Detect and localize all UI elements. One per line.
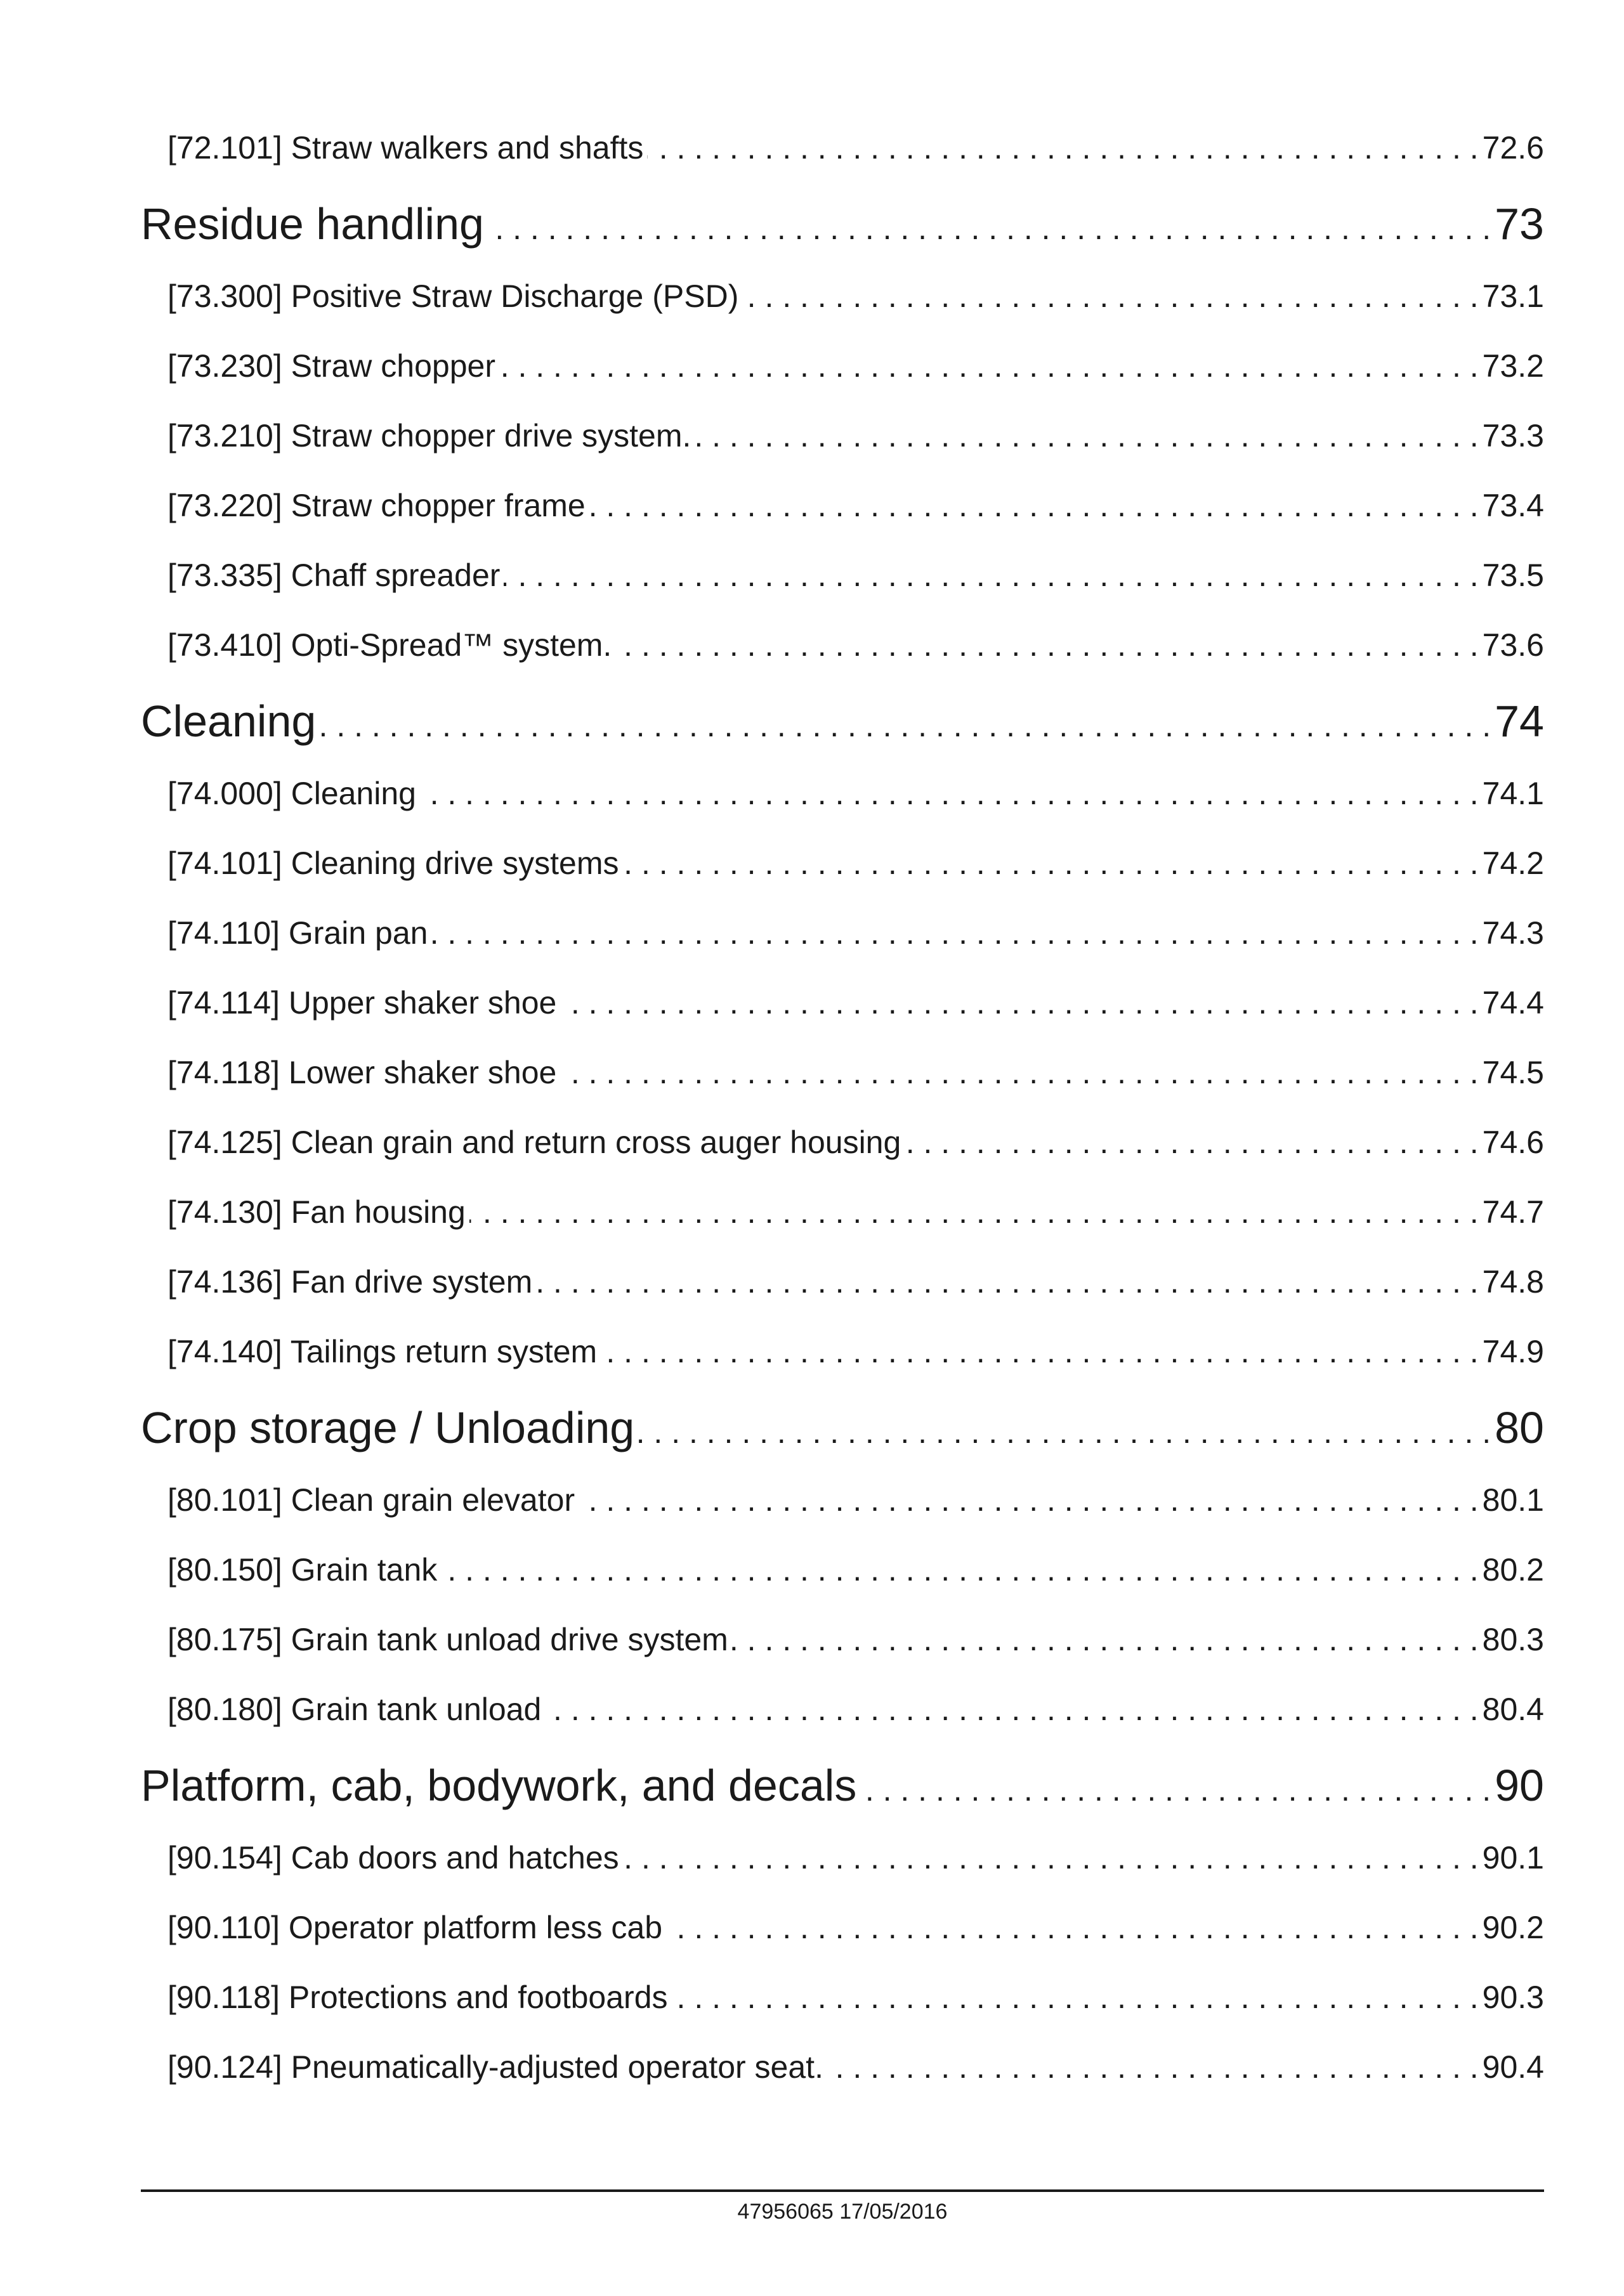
- toc-entry[interactable]: [141, 280, 1544, 350]
- dot-leader: [742, 280, 1478, 312]
- dot-leader: [589, 490, 1479, 521]
- dot-leader: [732, 1624, 1479, 1655]
- entry-title: [80.150] Grain tank: [167, 1554, 438, 1588]
- entry-page-number: 72.6: [1482, 132, 1544, 166]
- toc-entry[interactable]: [141, 2051, 1544, 2121]
- entry-page-number: 73.6: [1482, 629, 1544, 663]
- dot-leader: [469, 1196, 1479, 1228]
- footer-divider: [141, 2189, 1544, 2192]
- entry-page-number: 74.4: [1482, 987, 1544, 1021]
- toc-section-heading[interactable]: [141, 1406, 1544, 1484]
- entry-page-number: 74.5: [1482, 1057, 1544, 1090]
- toc-entry[interactable]: [141, 1842, 1544, 1912]
- toc-entry[interactable]: [141, 1554, 1544, 1624]
- dot-leader: [488, 202, 1491, 251]
- entry-title: [73.230] Straw chopper: [167, 350, 495, 384]
- entry-page-number: 73.1: [1482, 280, 1544, 314]
- dot-leader: [601, 1336, 1478, 1367]
- dot-leader: [504, 559, 1478, 591]
- entry-page-number: 74.1: [1482, 778, 1544, 811]
- section-title: Residue handling: [141, 202, 484, 249]
- dot-leader: [905, 1126, 1478, 1158]
- toc-entry[interactable]: [141, 917, 1544, 987]
- dot-leader: [441, 1554, 1478, 1586]
- toc-entry[interactable]: [141, 847, 1544, 917]
- toc-entry[interactable]: [141, 778, 1544, 847]
- dot-leader: [672, 1981, 1479, 2013]
- entry-title: [74.110] Grain pan: [167, 917, 428, 951]
- dot-leader: [622, 847, 1478, 879]
- entry-page-number: 80.2: [1482, 1554, 1544, 1588]
- toc-entry[interactable]: [141, 420, 1544, 490]
- entry-title: [74.118] Lower shaker shoe: [167, 1057, 557, 1090]
- entry-page-number: 74.3: [1482, 917, 1544, 951]
- entry-page-number: 74.2: [1482, 847, 1544, 881]
- entry-title: [80.180] Grain tank unload: [167, 1693, 542, 1727]
- toc-entry[interactable]: [141, 1912, 1544, 1981]
- entry-title: [80.175] Grain tank unload drive system: [167, 1624, 728, 1657]
- dot-leader: [536, 1266, 1478, 1298]
- entry-title: [73.300] Positive Straw Discharge (PSD): [167, 280, 739, 314]
- section-page-number: 90: [1495, 1763, 1544, 1810]
- entry-page-number: 90.2: [1482, 1912, 1544, 1945]
- dot-leader: [545, 1693, 1478, 1725]
- entry-page-number: 90.4: [1482, 2051, 1544, 2085]
- dot-leader: [560, 1057, 1478, 1088]
- entry-title: [74.136] Fan drive system: [167, 1266, 533, 1300]
- entry-title: [74.101] Cleaning drive systems: [167, 847, 619, 881]
- entry-title: [90.110] Operator platform less cab: [167, 1912, 663, 1945]
- dot-leader: [647, 132, 1478, 164]
- toc-entry[interactable]: [141, 1126, 1544, 1196]
- entry-page-number: 80.4: [1482, 1693, 1544, 1727]
- toc-entry[interactable]: [141, 1981, 1544, 2051]
- entry-title: [74.140] Tailings return system: [167, 1336, 598, 1369]
- entry-title: [73.335] Chaff spreader: [167, 559, 501, 593]
- entry-title: [72.101] Straw walkers and shafts: [167, 132, 644, 166]
- entry-page-number: 80.3: [1482, 1624, 1544, 1657]
- toc-entry[interactable]: [141, 1196, 1544, 1266]
- entry-title: [90.118] Protections and footboards: [167, 1981, 668, 2015]
- dot-leader: [615, 629, 1478, 661]
- toc-section-heading[interactable]: [141, 202, 1544, 280]
- section-title: Crop storage / Unloading: [141, 1406, 635, 1452]
- entry-title: [74.130] Fan housing: [167, 1196, 466, 1230]
- entry-title: [73.220] Straw chopper frame: [167, 490, 586, 523]
- toc-entry[interactable]: [141, 1057, 1544, 1126]
- toc-entry[interactable]: [141, 987, 1544, 1057]
- entry-title: [74.000] Cleaning: [167, 778, 416, 811]
- toc-entry[interactable]: [141, 1693, 1544, 1763]
- entry-page-number: 73.3: [1482, 420, 1544, 453]
- toc-entry[interactable]: [141, 1624, 1544, 1693]
- entry-page-number: 74.8: [1482, 1266, 1544, 1300]
- dot-leader: [666, 1912, 1479, 1943]
- dot-leader: [579, 1484, 1479, 1516]
- toc-entry[interactable]: [141, 132, 1544, 202]
- dot-leader: [320, 699, 1491, 748]
- section-page-number: 74: [1495, 699, 1544, 746]
- dot-leader: [431, 917, 1478, 949]
- dot-leader: [560, 987, 1478, 1019]
- entry-page-number: 74.6: [1482, 1126, 1544, 1160]
- entry-page-number: 80.1: [1482, 1484, 1544, 1518]
- entry-page-number: 73.2: [1482, 350, 1544, 384]
- toc-entry[interactable]: [141, 350, 1544, 420]
- footer-document-id: 47956065 17/05/2016: [737, 2200, 948, 2224]
- dot-leader: [638, 1406, 1491, 1454]
- section-page-number: 73: [1495, 202, 1544, 249]
- table-of-contents: [141, 132, 1544, 2121]
- dot-leader: [827, 2051, 1479, 2083]
- toc-entry[interactable]: [141, 1484, 1544, 1554]
- entry-title: [73.410] Opti-Spread™ system.: [167, 629, 612, 663]
- entry-page-number: 74.9: [1482, 1336, 1544, 1369]
- toc-entry[interactable]: [141, 1266, 1544, 1336]
- entry-page-number: 90.3: [1482, 1981, 1544, 2015]
- dot-leader: [695, 420, 1478, 452]
- section-title: Platform, cab, bodywork, and decals: [141, 1763, 857, 1810]
- entry-title: [74.114] Upper shaker shoe: [167, 987, 557, 1021]
- entry-title: [73.210] Straw chopper drive system.: [167, 420, 691, 453]
- entry-title: [90.154] Cab doors and hatches: [167, 1842, 619, 1875]
- toc-entry[interactable]: [141, 559, 1544, 629]
- entry-title: [80.101] Clean grain elevator: [167, 1484, 575, 1518]
- dot-leader: [499, 350, 1479, 382]
- entry-page-number: 73.5: [1482, 559, 1544, 593]
- entry-page-number: 74.7: [1482, 1196, 1544, 1230]
- entry-title: [90.124] Pneumatically-adjusted operator seat.: [167, 2051, 823, 2085]
- dot-leader: [623, 1842, 1479, 1874]
- entry-page-number: 90.1: [1482, 1842, 1544, 1875]
- toc-entry[interactable]: [141, 490, 1544, 559]
- section-title: Cleaning: [141, 699, 317, 746]
- toc-entry[interactable]: [141, 1336, 1544, 1406]
- toc-section-heading[interactable]: [141, 1763, 1544, 1842]
- entry-page-number: 73.4: [1482, 490, 1544, 523]
- dot-leader: [420, 778, 1479, 809]
- entry-title: [74.125] Clean grain and return cross auger housing: [167, 1126, 901, 1160]
- toc-entry[interactable]: [141, 629, 1544, 699]
- toc-section-heading[interactable]: [141, 699, 1544, 778]
- section-page-number: 80: [1495, 1406, 1544, 1452]
- dot-leader: [860, 1763, 1491, 1812]
